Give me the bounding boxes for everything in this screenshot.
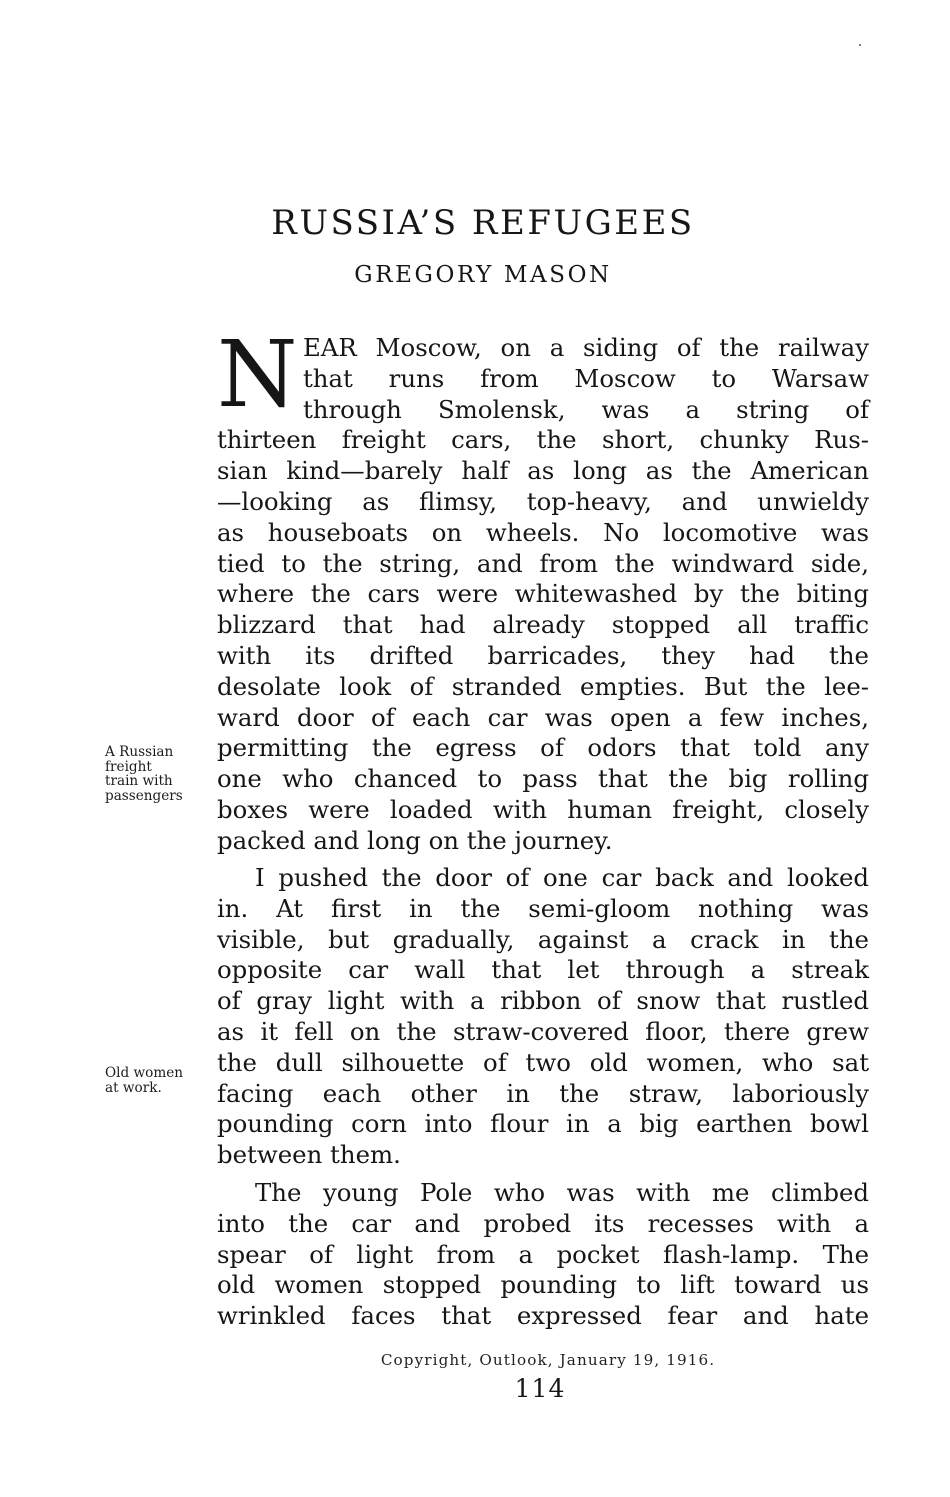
margin-note-line: train with	[105, 773, 173, 790]
margin-note-line: at work.	[105, 1079, 162, 1096]
text-line: The young Pole who was with me climbed	[255, 1178, 869, 1207]
text-line: into the car and probed its recesses with a	[217, 1208, 869, 1238]
paragraph-1	[217, 321, 869, 857]
text-line: —looking as flimsy, top-heavy, and unwieldy	[217, 486, 869, 516]
text-line: spear of light from a pocket flash-lamp. The	[217, 1239, 869, 1269]
text-line: packed and long on the journey.	[217, 825, 613, 855]
paragraph-2	[217, 863, 869, 1171]
margin-note-line: Old women	[105, 1065, 184, 1081]
copyright-notice: Copyright, Outlook, January 19, 1916.	[380, 1351, 716, 1369]
margin-note-line: passengers	[105, 787, 183, 804]
text-line: boxes were loaded with human freight, closely	[217, 794, 869, 824]
text-line: wrinkled faces that expressed fear and hate	[217, 1301, 869, 1331]
text-line: EAR Moscow, on a siding of the railway	[303, 333, 869, 362]
text-line: facing each other in the straw, laboriously	[217, 1078, 869, 1108]
text-line: with its drifted barricades, they had the	[217, 640, 869, 670]
text-line: of gray light with a ribbon of snow that rustled	[217, 986, 869, 1016]
text-line: thirteen freight cars, the short, chunky Rus-	[217, 425, 869, 455]
scan-speck	[859, 44, 861, 46]
text-line: in. At first in the semi-gloom nothing was	[217, 893, 869, 923]
text-line: sian kind—barely half as long as the American	[217, 456, 869, 486]
text-line: visible, but gradually, against a crack in the	[217, 924, 869, 954]
text-line: between them.	[217, 1140, 401, 1170]
margin-note-line: A Russian	[105, 744, 174, 760]
text-line: tied to the string, and from the windward side,	[217, 548, 869, 578]
text-line: as it fell on the straw-covered floor, there grew	[217, 1016, 869, 1046]
text-line: opposite car wall that let through a streak	[217, 955, 869, 985]
margin-note-line: freight	[105, 758, 152, 775]
text-line: the dull silhouette of two old women, who sat	[217, 1047, 869, 1077]
text-line: one who chanced to pass that the big rolling	[217, 764, 869, 794]
margin-note-old-women	[105, 1066, 213, 1095]
paragraph-3	[217, 1178, 869, 1332]
text-line: through Smolensk, was a string of	[303, 394, 869, 424]
article-author: GREGORY MASON	[354, 262, 612, 288]
drop-cap: N	[217, 321, 298, 428]
text-line: ward door of each car was open a few inches,	[217, 702, 869, 732]
text-line: old women stopped pounding to lift toward us	[217, 1270, 869, 1300]
text-line: as houseboats on wheels. No locomotive was	[217, 517, 869, 547]
text-line: desolate look of stranded empties. But the lee-	[217, 671, 869, 701]
text-line: pounding corn into flour in a big earthen bowl	[217, 1109, 869, 1139]
text-line: that runs from Moscow to Warsaw	[303, 363, 869, 393]
text-line: permitting the egress of odors that told any	[217, 733, 869, 763]
text-line: where the cars were whitewashed by the biting	[217, 579, 869, 609]
page-number: 114	[514, 1374, 566, 1403]
text-line: I pushed the door of one car back and looked	[255, 863, 869, 892]
text-line: blizzard that had already stopped all traffic	[217, 610, 869, 640]
margin-note-russian-freight	[105, 745, 213, 803]
article-title: RUSSIA’S REFUGEES	[271, 203, 695, 243]
